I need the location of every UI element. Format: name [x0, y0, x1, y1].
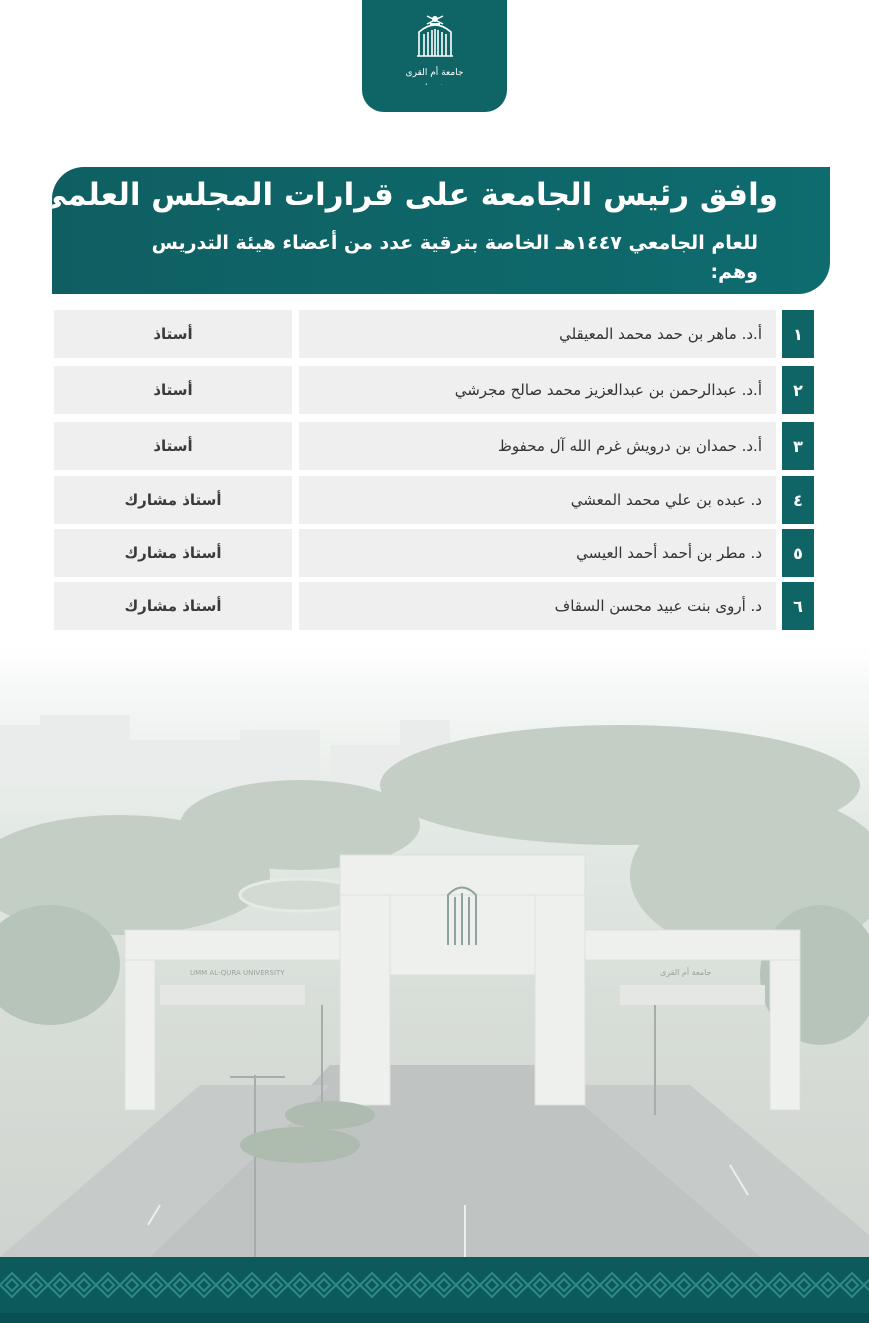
name-cell: أ.د. ماهر بن حمد محمد المعيقلي	[299, 310, 776, 358]
table-row	[54, 422, 816, 470]
pattern-diamond	[384, 1273, 408, 1297]
pattern-diamond	[864, 1273, 869, 1297]
pattern-diamond	[72, 1273, 96, 1297]
pattern-diamond	[408, 1273, 432, 1297]
rank-cell: أستاذ	[54, 422, 292, 470]
rank-cell: أستاذ مشارك	[54, 529, 292, 577]
pattern-diamond-inner	[246, 1279, 258, 1291]
pattern-diamond-inner	[270, 1279, 282, 1291]
pattern-diamond-inner	[462, 1279, 474, 1291]
rank-cell: أستاذ مشارك	[54, 582, 292, 630]
pattern-diamond	[24, 1273, 48, 1297]
pattern-diamond	[168, 1273, 192, 1297]
pattern-diamond	[744, 1273, 768, 1297]
pattern-diamond	[120, 1273, 144, 1297]
name-cell: أ.د. عبدالرحمن بن عبدالعزيز محمد صالح مجرشي	[299, 366, 776, 414]
pattern-diamond	[360, 1273, 384, 1297]
pattern-diamond-inner	[150, 1279, 162, 1291]
pattern-diamond	[624, 1273, 648, 1297]
name-cell: د. مطر بن أحمد أحمد العيسي	[299, 529, 776, 577]
pattern-diamond-inner	[198, 1279, 210, 1291]
name-cell: د. عبده بن علي محمد المعشي	[299, 476, 776, 524]
logo-dots: • ·	[424, 82, 445, 88]
pattern-diamond	[600, 1273, 624, 1297]
pattern-diamond-inner	[534, 1279, 546, 1291]
pattern-diamond	[264, 1273, 288, 1297]
pattern-diamond-inner	[54, 1279, 66, 1291]
pattern-diamond	[48, 1273, 72, 1297]
number-cell: ٢	[782, 366, 814, 414]
pattern-diamond	[672, 1273, 696, 1297]
pattern-diamond-inner	[294, 1279, 306, 1291]
pattern-diamond-inner	[318, 1279, 330, 1291]
pattern-diamond-inner	[846, 1279, 858, 1291]
name-cell: أ.د. حمدان بن درويش غرم الله آل محفوظ	[299, 422, 776, 470]
pattern-diamond	[144, 1273, 168, 1297]
pattern-diamond-inner	[630, 1279, 642, 1291]
pattern-diamond	[192, 1273, 216, 1297]
pattern-diamond	[432, 1273, 456, 1297]
pattern-diamond-inner	[126, 1279, 138, 1291]
rank-cell: أستاذ مشارك	[54, 476, 292, 524]
pattern-diamond-inner	[102, 1279, 114, 1291]
pattern-diamond-inner	[6, 1279, 18, 1291]
pattern-diamond	[816, 1273, 840, 1297]
number-cell: ٣	[782, 422, 814, 470]
pattern-diamond-inner	[390, 1279, 402, 1291]
table-row	[54, 529, 816, 577]
pattern-diamond-inner	[558, 1279, 570, 1291]
pattern-diamond-inner	[414, 1279, 426, 1291]
pattern-diamond-inner	[342, 1279, 354, 1291]
pattern-diamond-inner	[366, 1279, 378, 1291]
pattern-diamond	[480, 1273, 504, 1297]
pattern-diamond	[456, 1273, 480, 1297]
pattern-diamond-inner	[774, 1279, 786, 1291]
number-cell: ٤	[782, 476, 814, 524]
pattern-diamond	[576, 1273, 600, 1297]
pattern-diamond	[696, 1273, 720, 1297]
pattern-diamond	[240, 1273, 264, 1297]
logo-text: جامعة أم القرى	[405, 68, 464, 78]
pattern-diamond-inner	[678, 1279, 690, 1291]
pattern-diamond	[336, 1273, 360, 1297]
pattern-diamond-inner	[822, 1279, 834, 1291]
gate-sign-left: UMM AL-QURA UNIVERSITY	[190, 969, 285, 977]
table-row	[54, 476, 816, 524]
geometric-pattern-icon	[0, 1257, 869, 1323]
pattern-diamond	[504, 1273, 528, 1297]
pattern-diamond-inner	[654, 1279, 666, 1291]
table-row	[54, 310, 816, 358]
pattern-diamond	[552, 1273, 576, 1297]
pattern-diamond	[528, 1273, 552, 1297]
pattern-diamond-inner	[726, 1279, 738, 1291]
pattern-diamond	[648, 1273, 672, 1297]
number-cell: ٥	[782, 529, 814, 577]
banner-title: وافق رئيس الجامعة على قرارات المجلس العلمي	[35, 177, 778, 213]
pattern-diamond	[312, 1273, 336, 1297]
pattern-diamond	[288, 1273, 312, 1297]
pattern-diamond	[720, 1273, 744, 1297]
logo-tab	[362, 0, 507, 112]
gate-sign-right: جامعة أم القرى	[660, 968, 712, 977]
pattern-diamond-inner	[606, 1279, 618, 1291]
pattern-diamond	[0, 1273, 24, 1297]
pattern-diamond-inner	[582, 1279, 594, 1291]
pattern-diamond	[792, 1273, 816, 1297]
pattern-diamond	[216, 1273, 240, 1297]
pattern-diamond-inner	[798, 1279, 810, 1291]
footer-pattern-band	[0, 1257, 869, 1323]
number-cell: ٦	[782, 582, 814, 630]
table-row	[54, 366, 816, 414]
header-banner	[35, 167, 830, 294]
banner-subtitle: للعام الجامعي ١٤٤٧هـ الخاصة بترقية عدد من أعضاء هيئة التدريس وهم:	[151, 232, 758, 283]
university-emblem-icon	[413, 10, 457, 64]
pattern-diamond-inner	[30, 1279, 42, 1291]
pattern-diamond-inner	[486, 1279, 498, 1291]
pattern-diamond-inner	[702, 1279, 714, 1291]
pattern-diamond-inner	[510, 1279, 522, 1291]
pattern-diamond-inner	[174, 1279, 186, 1291]
rank-cell: أستاذ	[54, 366, 292, 414]
number-cell: ١	[782, 310, 814, 358]
pattern-diamond-inner	[222, 1279, 234, 1291]
name-cell: د. أروى بنت عبيد محسن السقاف	[299, 582, 776, 630]
pattern-diamond	[840, 1273, 864, 1297]
pattern-diamond-inner	[78, 1279, 90, 1291]
pattern-diamond-inner	[438, 1279, 450, 1291]
pattern-diamond	[96, 1273, 120, 1297]
pattern-diamond-inner	[750, 1279, 762, 1291]
table-row	[54, 582, 816, 630]
campus-gate-photo	[0, 645, 869, 1257]
pattern-diamond	[768, 1273, 792, 1297]
rank-cell: أستاذ	[54, 310, 292, 358]
